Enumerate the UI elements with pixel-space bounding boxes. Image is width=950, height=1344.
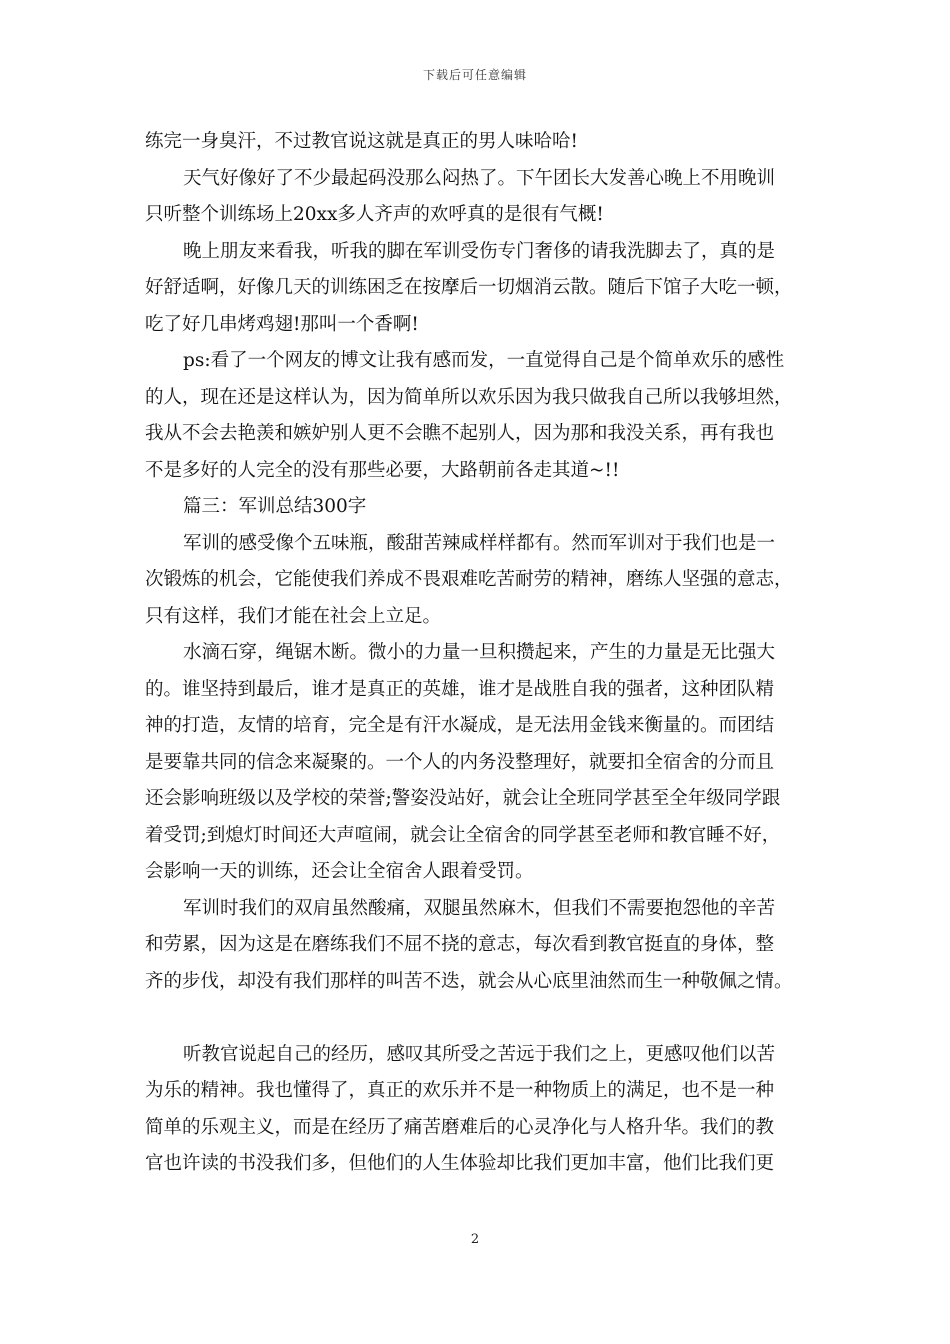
text-line: 军训的感受像个五味瓶，酸甜苦辣咸样样都有。然而军训对于我们也是一 — [183, 532, 776, 554]
text-line: 的人，现在还是这样认为，因为简单所以欢乐因为我只做我自己所以我够坦然， — [145, 386, 793, 408]
text-line: 篇三：军训总结300字 — [183, 496, 367, 517]
page-number: 2 — [470, 1232, 480, 1247]
text-line: 军训时我们的双肩虽然酸痛，双腿虽然麻木，但我们不需要抱怨他的辛苦 — [183, 897, 776, 919]
text-line: 只听整个训练场上20xx多人齐声的欢呼真的是很有气概! — [145, 204, 604, 225]
text-line: 晚上朋友来看我，听我的脚在军训受伤专门奢侈的请我洗脚去了，真的是 — [183, 240, 776, 262]
text-line: 练完一身臭汗，不过教官说这就是真正的男人味哈哈! — [145, 131, 578, 152]
document-body — [145, 124, 821, 1183]
text-line: 好舒适啊，好像几天的训练困乏在按摩后一切烟消云散。随后下馆子大吃一顿， — [145, 277, 793, 298]
text-line: 简单的乐观主义，而是在经历了痛苦磨难后的心灵净化与人格升华。我们的教 — [145, 1116, 775, 1138]
text-line: 天气好像好了不少最起码没那么闷热了。下午团长大发善心晚上不用晚训 — [183, 167, 776, 189]
text-line: 神的打造，友情的培育，完全是有汗水凝成，是无法用金钱来衡量的。而团结 — [145, 715, 775, 736]
text-line: 官也许读的书没我们多，但他们的人生体验却比我们更加丰富，他们比我们更 — [145, 1153, 775, 1174]
blank-line — [145, 1000, 821, 1037]
text-line: 为乐的精神。我也懂得了，真正的欢乐并不是一种物质上的满足，也不是一种 — [145, 1080, 775, 1101]
text-line: 不是多好的人完全的没有那些必要，大路朝前各走其道~!! — [145, 459, 620, 481]
text-line: 只有这样，我们才能在社会上立足。 — [145, 605, 442, 627]
text-line: ps:看了一个网友的博文让我有感而发，一直觉得自己是个简单欢乐的感性 — [183, 350, 785, 371]
text-line: 会影响一天的训练，还会让全宿舍人跟着受罚。 — [145, 861, 534, 882]
text-line: 齐的步伐，却没有我们那样的叫苦不迭，就会从心底里油然而生一种敬佩之情。 — [145, 970, 793, 992]
text-line: 我从不会去艳羡和嫉妒别人更不会瞧不起别人，因为那和我没关系，再有我也 — [145, 423, 775, 444]
text-line: 还会影响班级以及学校的荣誉;警姿没站好，就会让全班同学甚至全年级同学跟 — [145, 788, 781, 809]
text-line: 听教官说起自己的经历，感叹其所受之苦远于我们之上，更感叹他们以苦 — [183, 1043, 776, 1065]
page-header: 下载后可任意编辑 — [422, 68, 527, 82]
text-line: 是要靠共同的信念来凝聚的。一个人的内务没整理好，就要扣全宿舍的分而且 — [145, 751, 775, 773]
text-line: 和劳累，因为这是在磨练我们不屈不挠的意志，每次看到教官挺直的身体，整 — [145, 934, 775, 955]
text-line: 吃了好几串烤鸡翅!那叫一个香啊! — [145, 313, 419, 335]
text-line: 的。谁坚持到最后，谁才是真正的英雄，谁才是战胜自我的强者，这种团队精 — [145, 678, 775, 700]
text-line: 次锻炼的机会，它能使我们养成不畏艰难吃苦耐劳的精神，磨练人坚强的意志， — [145, 569, 793, 590]
text-line: 水滴石穿，绳锯木断。微小的力量一旦积攒起来，产生的力量是无比强大 — [183, 642, 776, 663]
text-line: 着受罚;到熄灯时间还大声喧闹，就会让全宿舍的同学甚至老师和教官睡不好， — [145, 824, 781, 846]
